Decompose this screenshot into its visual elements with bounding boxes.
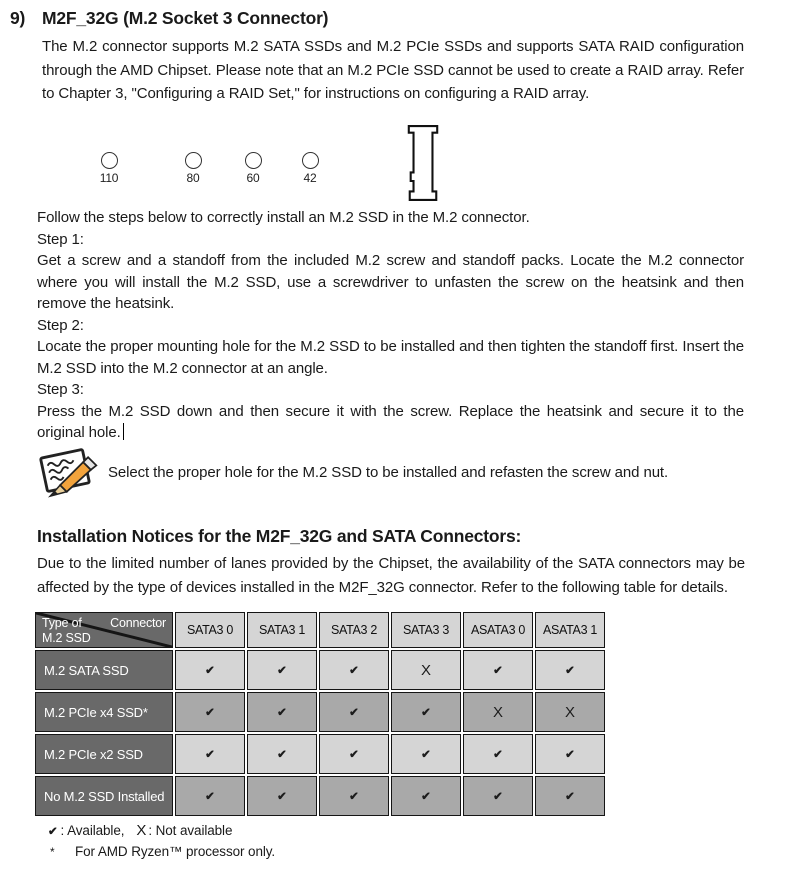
step-paragraph: Step 1: [37, 230, 84, 248]
availability-cell: ✔ [175, 650, 245, 690]
availability-cell: ✔ [535, 734, 605, 774]
availability-cell: X [535, 692, 605, 732]
availability-cell: ✔ [463, 734, 533, 774]
availability-cell: ✔ [175, 734, 245, 774]
availability-cell: ✔ [247, 776, 317, 816]
availability-cell: ✔ [247, 692, 317, 732]
hole-label: 60 [246, 171, 260, 185]
legend-cross-label: : Not available [148, 823, 233, 838]
cross-icon: X [136, 822, 147, 839]
section-number: 9) [10, 8, 26, 28]
availability-cell: ✔ [535, 776, 605, 816]
row-label: No M.2 SSD Installed [35, 776, 173, 816]
availability-cell: ✔ [463, 776, 533, 816]
install-steps [37, 207, 744, 444]
note-callout [36, 444, 748, 500]
table-row [35, 734, 605, 774]
availability-cell: ✔ [319, 776, 389, 816]
intro-paragraph: The M.2 connector supports M.2 SATA SSDs and M.2 PCIe SSDs and supports SATA RAID configuration through the AMD Chipset. Please note that an M.2 PCIe SSD cannot be used to create a RAID array. Refer to Chapter 3, "Configuring a RAID Set," for instructions on configuring a RAID array. [42, 38, 744, 102]
mounting-hole-60 [229, 152, 277, 185]
availability-table [33, 610, 607, 818]
availability-cell: ✔ [391, 734, 461, 774]
availability-cell: ✔ [175, 692, 245, 732]
row-label: M.2 PCIe x2 SSD [35, 734, 173, 774]
row-label: M.2 SATA SSD [35, 650, 173, 690]
column-header: SATA3 0 [175, 612, 245, 648]
footnote [50, 844, 275, 859]
table-row [35, 776, 605, 816]
availability-cell: ✔ [463, 650, 533, 690]
section-heading [10, 8, 760, 29]
text-caret [123, 423, 125, 440]
row-label: M.2 PCIe x4 SSD* [35, 692, 173, 732]
availability-cell: X [391, 650, 461, 690]
step-paragraph: Step 3: [37, 381, 84, 398]
availability-cell: ✔ [247, 650, 317, 690]
mounting-hole-icon [185, 152, 202, 169]
availability-cell: ✔ [175, 776, 245, 816]
table-header-row [35, 612, 605, 648]
m2-socket-outline-icon [405, 122, 441, 204]
step-paragraph [37, 401, 744, 444]
availability-cell: X [463, 692, 533, 732]
availability-cell: ✔ [391, 776, 461, 816]
mounting-hole-icon [245, 152, 262, 169]
availability-cell: ✔ [319, 692, 389, 732]
mounting-hole-80 [169, 152, 217, 185]
step-text: Press the M.2 SSD down and then secure it with the screw. Replace the heatsink and secure it to the original hole. [37, 402, 744, 441]
table-row [35, 692, 605, 732]
corner-header-cell [35, 612, 173, 648]
hole-label: 42 [303, 171, 317, 185]
availability-cell: ✔ [391, 692, 461, 732]
mounting-hole-icon [302, 152, 319, 169]
table-legend [48, 822, 232, 839]
column-header: ASATA3 1 [535, 612, 605, 648]
footnote-text: For AMD Ryzen™ processor only. [75, 844, 276, 859]
hole-label: 110 [99, 171, 119, 185]
footnote-marker: * [50, 845, 55, 859]
mounting-hole-icon [101, 152, 118, 169]
mounting-hole-42 [286, 152, 334, 185]
note-text: Select the proper hole for the M.2 SSD to be installed and refasten the screw and nut. [108, 463, 669, 481]
mounting-hole-110 [85, 152, 133, 185]
corner-label-connector: Connector [110, 616, 166, 630]
column-header: ASATA3 0 [463, 612, 533, 648]
check-icon: ✔ [48, 825, 58, 838]
step-paragraph: Follow the steps below to correctly install an M.2 SSD in the M.2 connector. [37, 209, 530, 226]
column-header: SATA3 2 [319, 612, 389, 648]
hole-label: 80 [186, 171, 200, 185]
availability-cell: ✔ [319, 734, 389, 774]
table-row [35, 650, 605, 690]
legend-check-label: : Available, [60, 823, 125, 838]
column-header: SATA3 3 [391, 612, 461, 648]
availability-cell: ✔ [319, 650, 389, 690]
column-header: SATA3 1 [247, 612, 317, 648]
notices-paragraph: Due to the limited number of lanes provided by the Chipset, the availability of the SATA connectors may be affected by the type of devices installed in the M2F_32G connector. Refer to the following table for details. [37, 555, 745, 596]
pencil-note-icon [36, 444, 104, 500]
step-paragraph: Step 2: [37, 316, 84, 334]
availability-cell: ✔ [247, 734, 317, 774]
availability-cell: ✔ [535, 650, 605, 690]
notices-heading: Installation Notices for the M2F_32G and SATA Connectors: [37, 526, 522, 546]
step-paragraph: Locate the proper mounting hole for the M.2 SSD to be installed and then tighten the standoff first. Insert the M.2 SSD into the M.2 connector at an angle. [37, 338, 744, 377]
step-paragraph: Get a screw and a standoff from the included M.2 screw and standoff packs. Locate the M.2 connector where you will install the M.2 SSD, use a screwdriver to unfasten the screw on the heatsink and then remove the heatsink. [37, 252, 744, 312]
corner-label-type: Type of M.2 SSD [42, 616, 91, 645]
section-title: M2F_32G (M.2 Socket 3 Connector) [42, 8, 329, 28]
